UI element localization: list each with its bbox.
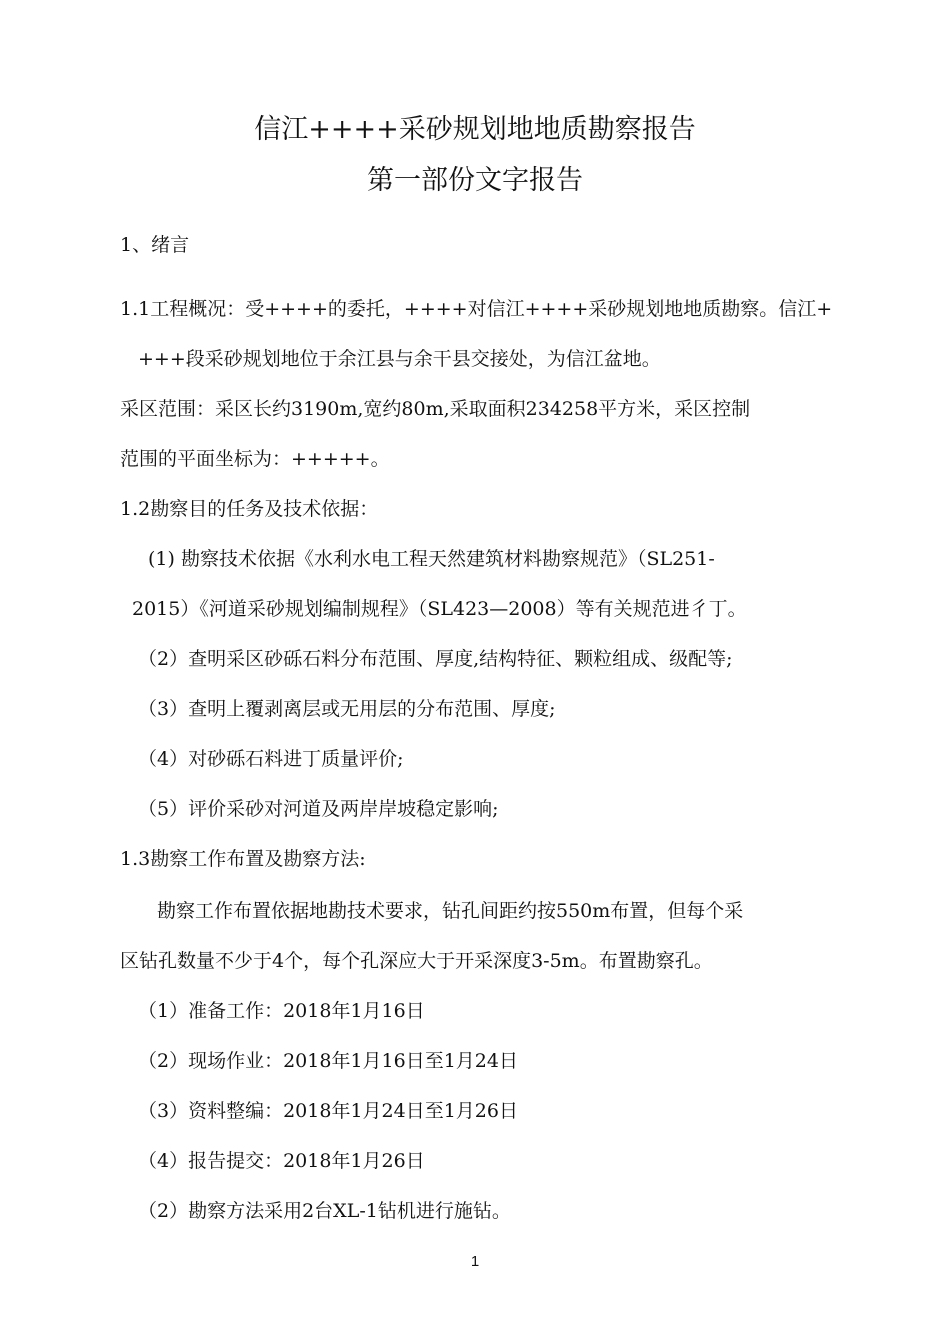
list-item: （3）查明上覆剥离层或无用层的分布范围、厚度; — [138, 698, 556, 720]
paragraph-line: 勘察工作布置依据地勘技术要求，钻孔间距约按550m布置，但每个采 — [157, 900, 744, 922]
list-item: （2）勘察方法采用2台XL-1钻机进行施钻。 — [138, 1200, 511, 1222]
page-number: 1 — [470, 1253, 480, 1270]
list-item: （4）对砂砾石料进丁质量评价; — [138, 748, 404, 770]
list-item: 2015）《河道采砂规划编制规程》（SL423—2008）等有关规范进彳丁。 — [132, 598, 747, 620]
list-item: （5）评价采砂对河道及两岸岸坡稳定影响; — [138, 798, 499, 820]
list-item: (1) 勘察技术依据《水利水电工程天然建筑材料勘察规范》（SL251- — [148, 548, 715, 570]
section-heading-objectives: 1.2勘察目的任务及技术依据： — [120, 498, 379, 520]
list-item: （4）报告提交：2018年1月26日 — [138, 1150, 425, 1172]
paragraph-line: 范围的平面坐标为：+++++。 — [120, 448, 390, 470]
list-item: （1）准备工作：2018年1月16日 — [138, 1000, 425, 1022]
document-subtitle: 第一部份文字报告 — [367, 165, 583, 196]
section-heading-methods: 1.3勘察工作布置及勘察方法: — [120, 848, 366, 870]
list-item: （2）现场作业：2018年1月16日至1月24日 — [138, 1050, 518, 1072]
list-item: （3）资料整编：2018年1月24日至1月26日 — [138, 1100, 518, 1122]
section-heading-intro: 1、绪言 — [120, 234, 190, 256]
paragraph-line: +++段采砂规划地位于余江县与余干县交接处，为信江盆地。 — [138, 348, 661, 370]
document-title: 信江++++采砂规划地地质勘察报告 — [254, 114, 696, 145]
paragraph-line: 区钻孔数量不少于4个，每个孔深应大于开采深度3-5m。布置勘察孔。 — [120, 950, 713, 972]
list-item: （2）查明采区砂砾石料分布范围、厚度,结构特征、颗粒组成、级配等; — [138, 648, 733, 670]
paragraph-line: 1.1工程概况：受++++的委托，++++对信江++++采砂规划地地质勘察。信江+ — [120, 298, 833, 320]
paragraph-line: 采区范围：采区长约3190m,宽约80m,采取面积234258平方米，采区控制 — [120, 398, 751, 420]
